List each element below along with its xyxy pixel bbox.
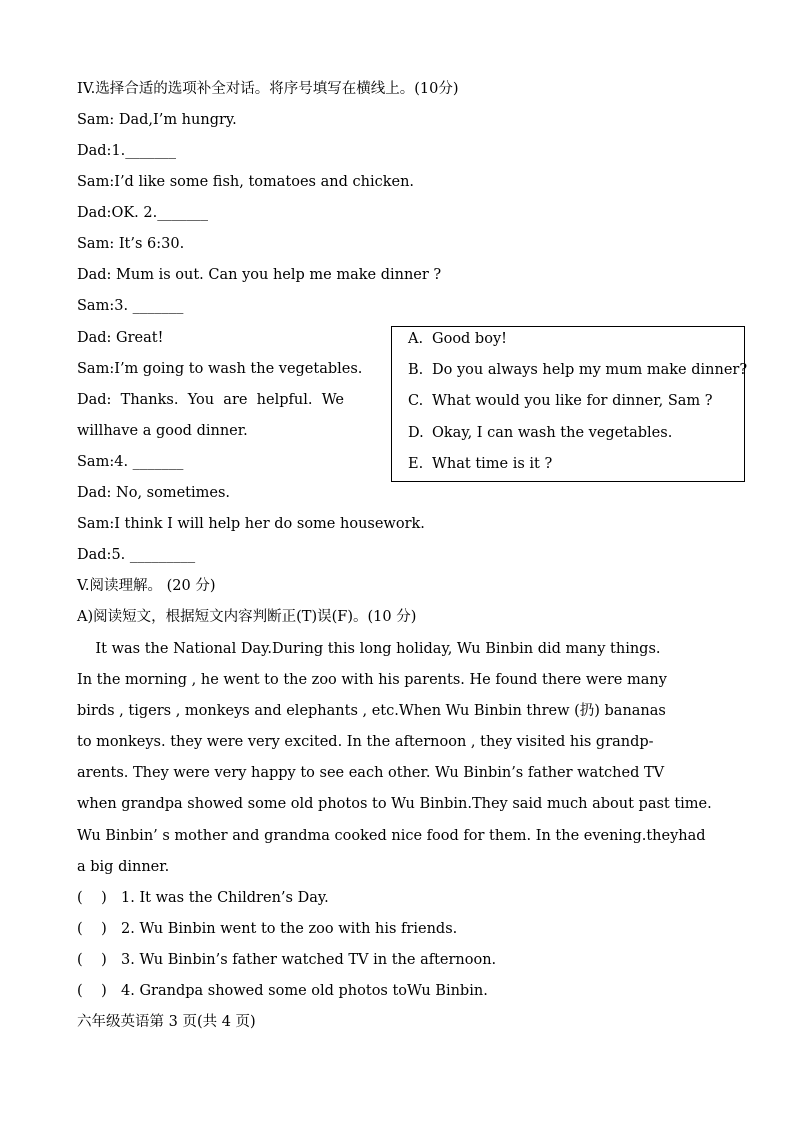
answer-blank[interactable]: ( )	[77, 890, 107, 906]
dialogue-line: Dad:OK. 2._______	[77, 205, 208, 221]
dialogue-line: Sam: It’s 6:30.	[77, 236, 185, 252]
passage-line: In the morning , he went to the zoo with his parents. He found there were many	[77, 672, 667, 688]
passage-line: birds , tigers , monkeys and elephants , etc.When Wu Binbin threw (扔) bananas	[77, 703, 666, 719]
question-2: ( ) 2. Wu Binbin went to the zoo with his friends.	[77, 921, 458, 937]
dialogue-line: Sam: Dad,I’m hungry.	[77, 112, 237, 128]
passage-line: arents. They were very happy to see each other. Wu Binbin’s father watched TV	[77, 765, 665, 781]
dialogue-line: Dad:5. _________	[77, 547, 196, 563]
question-1: ( ) 1. It was the Children’s Day.	[77, 890, 329, 906]
question-4: ( ) 4. Grandpa showed some old photos toWu Binbin.	[77, 983, 488, 999]
option-b: B. Do you always help my mum make dinner?	[408, 362, 748, 378]
options-box	[391, 326, 748, 482]
dialogue-line: Sam:3. _______	[77, 298, 184, 314]
passage-line: a big dinner.	[77, 859, 170, 875]
dialogue-line: Dad: Great!	[77, 330, 164, 346]
dialogue-line: Dad: Mum is out. Can you help me make dinner ?	[77, 267, 442, 283]
section5-part-a-instruction: A)阅读短文，根据短文内容判断正(T)误(F)。(10 分)	[77, 609, 417, 625]
dialogue-line: Dad: Thanks. You are helpful. We	[77, 392, 344, 408]
passage-line: to monkeys. they were very excited. In the afternoon , they visited his grandp-	[77, 734, 654, 750]
option-a: A. Good boy!	[408, 331, 507, 347]
dialogue-line: Sam:I think I will help her do some housework.	[77, 516, 425, 532]
answer-blank[interactable]: ( )	[77, 921, 107, 937]
question-3: ( ) 3. Wu Binbin’s father watched TV in the afternoon.	[77, 952, 497, 968]
section5-heading: V.阅读理解。 (20 分)	[77, 578, 216, 594]
dialogue-line: willhave a good dinner.	[77, 423, 248, 439]
option-e: E. What time is it ?	[408, 456, 553, 472]
option-c: C. What would you like for dinner, Sam ?	[408, 393, 713, 409]
dialogue-line: Dad: No, sometimes.	[77, 485, 231, 501]
passage-line: when grandpa showed some old photos to Wu Binbin.They said much about past time.	[77, 796, 712, 812]
dialogue-line: Sam:4. _______	[77, 454, 184, 470]
page-footer: 六年级英语第 3 页(共 4 页)	[77, 1014, 256, 1030]
answer-blank[interactable]: ( )	[77, 952, 107, 968]
passage-line: Wu Binbin’ s mother and grandma cooked nice food for them. In the evening.theyhad	[77, 828, 706, 844]
dialogue-line: Sam:I’d like some fish, tomatoes and chicken.	[77, 174, 415, 190]
dialogue-line: Sam:I’m going to wash the vegetables.	[77, 361, 363, 377]
dialogue-line: Dad:1._______	[77, 143, 177, 159]
section4-heading: IV.选择合适的选项补全对话。将序号填写在横线上。(10分)	[77, 81, 459, 97]
answer-blank[interactable]: ( )	[77, 983, 107, 999]
passage-line: It was the National Day.During this long holiday, Wu Binbin did many things.	[77, 641, 661, 657]
option-d: D. Okay, I can wash the vegetables.	[408, 425, 673, 441]
